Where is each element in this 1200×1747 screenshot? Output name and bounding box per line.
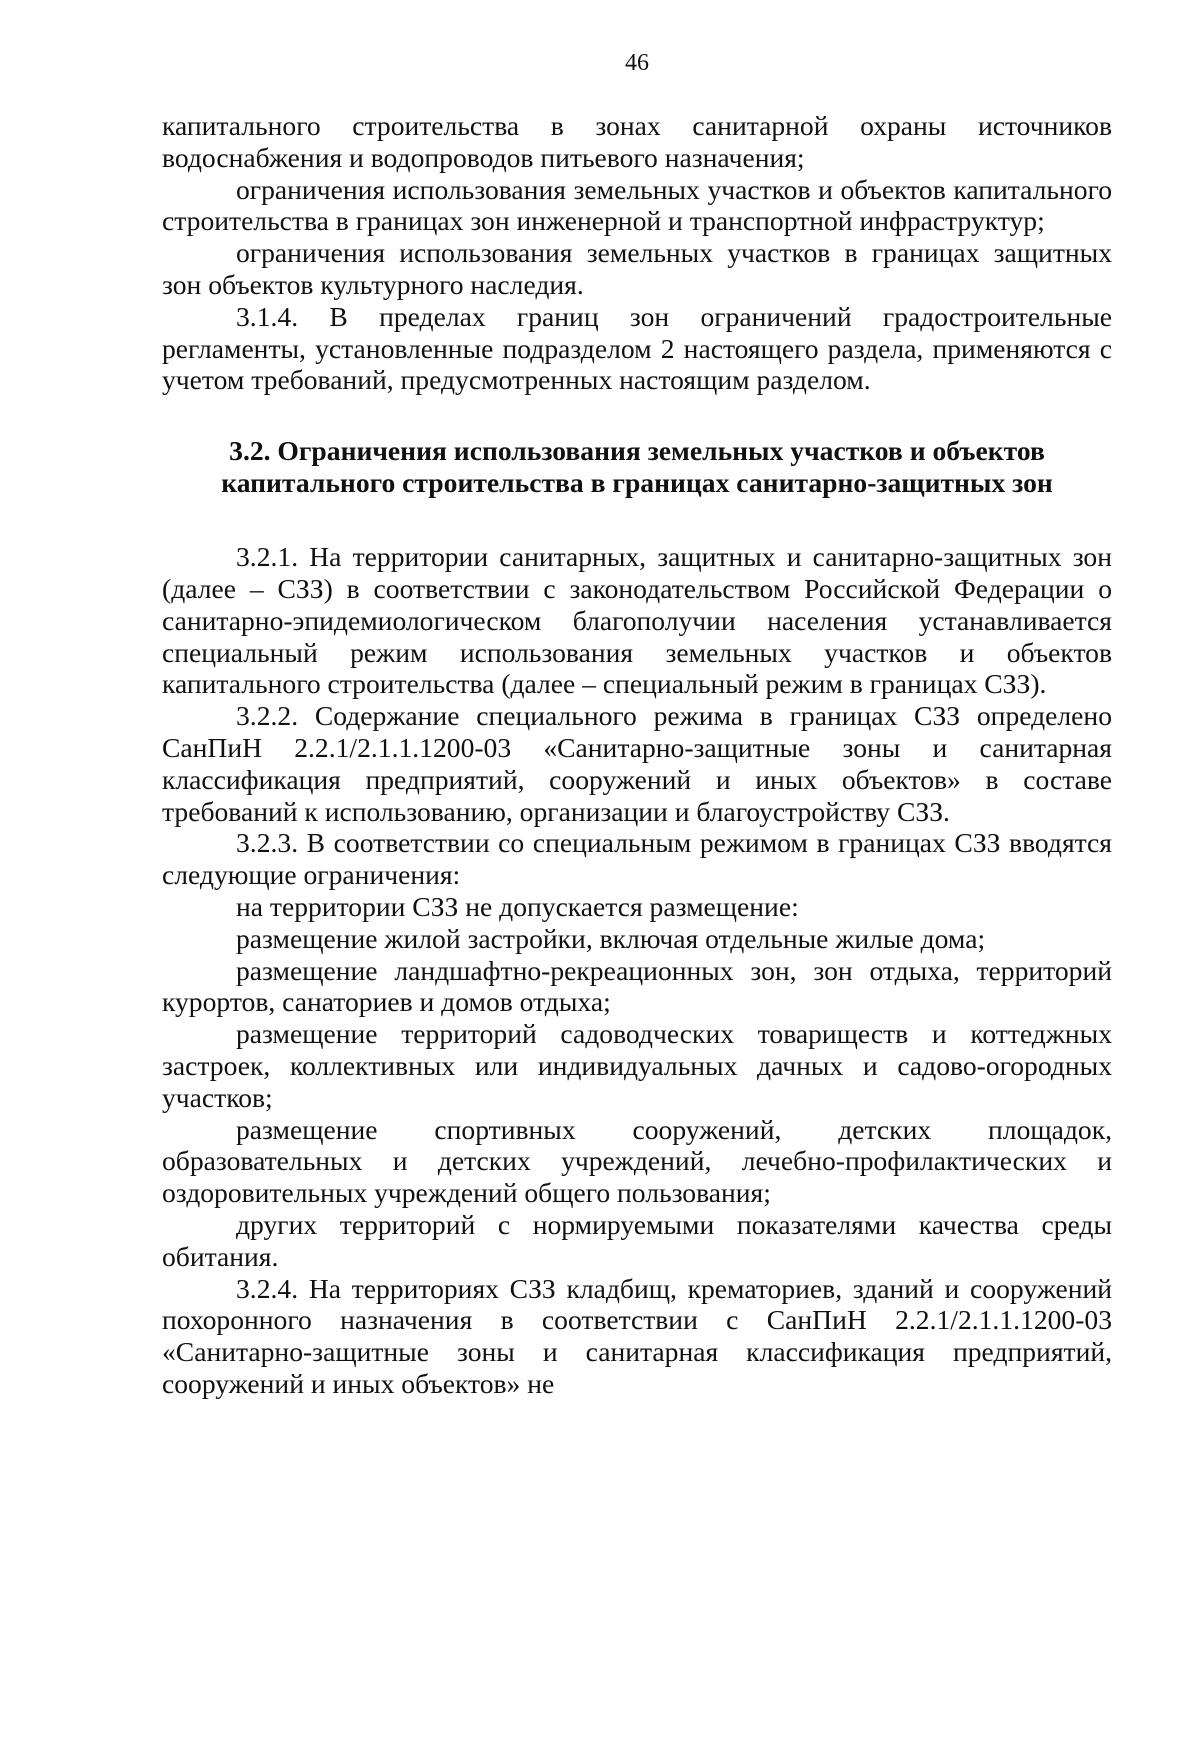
paragraph-clause-3-1-4: 3.1.4. В пределах границ зон ограничений градостроительные регламенты, установленные подразделом 2 настоящего раздела, применяются с учетом требований, предусмотренных настоящим разделом. [162, 300, 1112, 396]
intro-block [162, 110, 1112, 396]
section-block [162, 541, 1112, 1400]
list-item-sports: размещение спортивных сооружений, детских площадок, образовательных и детских учреждений, лечебно-профилактических и оздоровительных учреждений общего пользования; [162, 1113, 1112, 1209]
paragraph-restriction-heritage: ограничения использования земельных участков в границах защитных зон объектов культурного наследия. [162, 237, 1112, 300]
list-item-residential: размещение жилой застройки, включая отдельные жилые дома; [236, 922, 986, 954]
paragraph-clause-3-2-2: 3.2.2. Содержание специального режима в границах СЗЗ определено СанПиН 2.2.1/2.1.1.1200-03 «Санитарно-защитные зоны и санитарная классификация предприятий, сооружений и иных объектов» в составе требований к использованию, организации и благоустройству СЗЗ. [162, 700, 1112, 827]
section-heading [162, 435, 1112, 499]
paragraph-not-allowed: на территории СЗЗ не допускается размещение: [236, 890, 799, 922]
list-item-recreation: размещение ландшафтно-рекреационных зон, зон отдыха, территорий курортов, санаториев и домов отдыха; [162, 954, 1112, 1018]
paragraph-clause-3-2-1: 3.2.1. На территории санитарных, защитных и санитарно-защитных зон (далее – СЗЗ) в соответствии с законодательством Российской Федерации о санитарно-эпидемиологическом благополучии населения устанавливается специальный режим использования земельных участков и объектов капитального строительства (далее – специальный режим в границах СЗЗ). [162, 541, 1112, 700]
page-number: 46 [625, 50, 649, 76]
paragraph-restriction-engineering: ограничения использования земельных участков и объектов капитального строительства в границах зон инженерной и транспортной инфраструктур; [162, 173, 1112, 237]
paragraph-continuation: капитального строительства в зонах санитарной охраны источников водоснабжения и водопроводов питьевого назначения; [162, 110, 1112, 173]
list-item-other: других территорий с нормируемыми показателями качества среды обитания. [162, 1208, 1112, 1272]
list-item-gardening: размещение территорий садоводческих товариществ и коттеджных застроек, коллективных или индивидуальных дачных и садово-огородных участков; [162, 1018, 1112, 1113]
section-heading-line-2: капитального строительства в границах санитарно-защитных зон [221, 467, 1053, 499]
document-body [162, 110, 1112, 1400]
section-heading-line-1: 3.2. Ограничения использования земельных участков и объектов [229, 435, 1045, 467]
paragraph-clause-3-2-3: 3.2.3. В соответствии со специальным режимом в границах СЗЗ вводятся следующие ограничения: [162, 827, 1112, 891]
paragraph-clause-3-2-4: 3.2.4. На территориях СЗЗ кладбищ, крематориев, зданий и сооружений похоронного назначения в соответствии с СанПиН 2.2.1/2.1.1.1200-03 «Санитарно-защитные зоны и санитарная классификация предприятий, сооружений и иных объектов» не [162, 1272, 1112, 1399]
